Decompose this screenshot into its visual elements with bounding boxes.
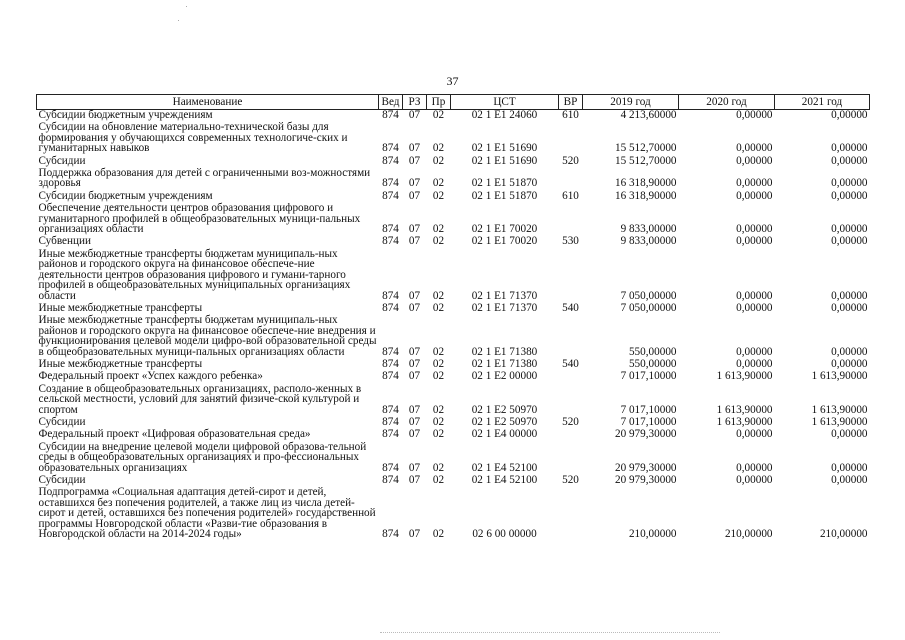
cell-2021: 210,00000 — [819, 528, 868, 541]
cell-ved: 874 — [382, 428, 399, 441]
cell-rz: 07 — [408, 154, 421, 167]
cell-rz: 07 — [408, 403, 421, 416]
cell-2019: 9 833,00000 — [620, 235, 677, 248]
cell-2020: 0,00000 — [736, 109, 773, 121]
table-row — [37, 110, 870, 121]
cell-cst: 02 1 Е1 71370 — [471, 289, 538, 302]
table-row — [37, 427, 870, 439]
cell-pr: 02 — [432, 528, 445, 541]
header-pr: Пр — [427, 95, 451, 110]
cell-pr: 02 — [432, 154, 445, 167]
cell-2021: 1 613,90000 — [811, 403, 868, 416]
cell-2019: 7 017,10000 — [620, 370, 677, 383]
cell-rz: 07 — [408, 528, 421, 541]
table-row — [37, 166, 870, 189]
cell-vr — [559, 440, 583, 473]
cell-vr — [559, 427, 583, 439]
cell-vr — [559, 120, 583, 153]
cell-pr: 02 — [432, 403, 445, 416]
cell-2020: 0,00000 — [736, 189, 773, 202]
cell-rz: 07 — [408, 415, 421, 428]
cell-rz: 07 — [408, 370, 421, 383]
cell-pr: 02 — [432, 370, 445, 383]
table-row — [37, 247, 870, 301]
cell-rz: 07 — [408, 428, 421, 441]
cell-2019: 9 833,00000 — [620, 223, 677, 236]
cell-pr: 02 — [432, 223, 445, 236]
cell-2019: 7 050,00000 — [620, 301, 677, 314]
cell-cst: 02 1 Е1 24060 — [471, 109, 538, 121]
table-header-row — [37, 95, 870, 110]
cell-vr — [559, 201, 583, 234]
cell-ved: 874 — [382, 109, 399, 121]
cell-name: Иные межбюджетные трансферты — [38, 357, 203, 370]
cell-2020: 1 613,90000 — [716, 415, 773, 428]
cell-2020: 0,00000 — [736, 461, 773, 474]
cell-2019: 550,00000 — [628, 357, 677, 370]
cell-ved: 874 — [382, 474, 399, 486]
cell-ved: 874 — [382, 235, 399, 248]
header-2020: 2020 год — [679, 95, 775, 110]
cell-2021: 0,00000 — [831, 189, 868, 202]
cell-vr — [559, 247, 583, 301]
cell-2021: 0,00000 — [831, 177, 868, 190]
cell-ved: 874 — [382, 415, 399, 428]
cell-cst: 02 1 Е1 70020 — [471, 235, 538, 248]
table-row — [37, 234, 870, 246]
cell-2019: 7 050,00000 — [620, 289, 677, 302]
cell-2020: 0,00000 — [736, 223, 773, 236]
cell-2020: 1 613,90000 — [716, 370, 773, 383]
cell-2021: 0,00000 — [831, 428, 868, 441]
cell-cst: 02 1 Е4 52100 — [471, 474, 538, 486]
cell-2021: 1 613,90000 — [811, 415, 868, 428]
cell-ved: 874 — [382, 345, 399, 358]
cell-pr: 02 — [432, 345, 445, 358]
page-number: 37 — [446, 74, 459, 88]
cell-name: Субсидии на обновление материально-технической базы для формирования у обучающихся современных технологиче-ских и гуманитарных навыков — [38, 121, 348, 155]
cell-pr: 02 — [432, 289, 445, 302]
cell-2021: 0,00000 — [831, 223, 868, 236]
cell-ved: 874 — [382, 189, 399, 202]
cell-name: Субсидии на внедрение целевой модели цифровой образова-тельной среды в общеобразовательных организациях и про-фессиональных образовательных организациях — [38, 440, 367, 474]
table-row — [37, 382, 870, 415]
cell-vr: 610 — [562, 189, 579, 202]
cell-vr: 610 — [562, 109, 579, 121]
cell-rz: 07 — [408, 289, 421, 302]
cell-pr: 02 — [432, 142, 445, 155]
cell-cst: 02 1 Е2 00000 — [471, 370, 538, 383]
table-row — [37, 473, 870, 485]
header-name: Наименование — [37, 95, 379, 110]
table-row — [37, 357, 870, 369]
cell-name: Создание в общеобразовательных организациях, располо-женных в сельской местности, условий для занятий физиче-ской культурой и спортом — [38, 382, 362, 416]
cell-rz: 07 — [408, 357, 421, 370]
cell-vr: 540 — [562, 301, 579, 314]
cell-rz: 07 — [408, 177, 421, 190]
cell-cst: 02 1 Е4 00000 — [471, 428, 538, 441]
cell-cst: 02 1 Е1 51870 — [471, 189, 538, 202]
cell-cst: 02 1 Е2 50970 — [471, 415, 538, 428]
budget-table — [36, 94, 870, 539]
cell-rz: 07 — [408, 301, 421, 314]
table-row — [37, 313, 870, 357]
cell-pr: 02 — [432, 235, 445, 248]
cell-2020: 0,00000 — [736, 142, 773, 155]
cell-ved: 874 — [382, 301, 399, 314]
cell-2021: 0,00000 — [831, 154, 868, 167]
cell-cst: 02 1 Е2 50970 — [471, 403, 538, 416]
table-row — [37, 369, 870, 381]
cell-2019: 16 318,90000 — [614, 177, 677, 190]
cell-vr — [559, 485, 583, 539]
cell-rz: 07 — [408, 461, 421, 474]
cell-cst: 02 1 Е1 70020 — [471, 223, 538, 236]
cell-cst: 02 1 Е1 51690 — [471, 142, 538, 155]
cell-2021: 1 613,90000 — [811, 370, 868, 383]
cell-2021: 0,00000 — [831, 357, 868, 370]
cell-ved: 874 — [382, 142, 399, 155]
cell-ved: 874 — [382, 528, 399, 541]
cell-vr — [559, 382, 583, 415]
cell-pr: 02 — [432, 189, 445, 202]
cell-2021: 0,00000 — [831, 461, 868, 474]
cell-vr — [559, 166, 583, 189]
cell-name: Субсидии — [38, 474, 86, 486]
cell-rz: 07 — [408, 235, 421, 248]
table-row — [37, 120, 870, 153]
cell-2020: 0,00000 — [736, 345, 773, 358]
cell-vr: 520 — [562, 154, 579, 167]
cell-2021: 0,00000 — [831, 235, 868, 248]
cell-ved: 874 — [382, 154, 399, 167]
cell-2020: 0,00000 — [736, 428, 773, 441]
cell-2019: 15 512,70000 — [614, 154, 677, 167]
cell-pr: 02 — [432, 301, 445, 314]
cell-name: Иные межбюджетные трансферты бюджетам муниципаль-ных районов и городского округа на финансовое обеспече-ние внедрения и функционирования целевой модели цифро-вой образовательной среды в общеобразовательных муници-пальных организациях области — [38, 314, 377, 358]
cell-2019: 7 017,10000 — [620, 415, 677, 428]
table-row — [37, 301, 870, 313]
cell-2020: 0,00000 — [736, 177, 773, 190]
cell-name: Подпрограмма «Социальная адаптация детей-сирот и детей, оставшихся без попечения родителей, а также лиц из числа детей-сирот и детей, оставшихся без попечения родителей» государственной программы Новгородской области «Разви-тие образования в Новгородской области на 2014-2024 годы» — [38, 486, 376, 541]
table-row — [37, 201, 870, 234]
cell-name: Иные межбюджетные трансферты бюджетам муниципаль-ных районов и городского округа на финансовое обеспече-ние деятельности центров образования цифрового и гумани-тарного профилей в общеобразовательных муниципальных организациях области — [38, 247, 351, 302]
cell-2021: 0,00000 — [831, 301, 868, 314]
table-row — [37, 485, 870, 539]
cell-vr: 540 — [562, 357, 579, 370]
table-row — [37, 415, 870, 427]
cell-name: Субсидии бюджетным учреждениям — [38, 109, 213, 121]
cell-2021: 0,00000 — [831, 289, 868, 302]
cell-2020: 210,00000 — [724, 528, 773, 541]
cell-2019: 210,00000 — [628, 528, 677, 541]
table-row — [37, 440, 870, 473]
cell-2020: 0,00000 — [736, 474, 773, 486]
cell-rz: 07 — [408, 474, 421, 486]
cell-vr: 530 — [562, 235, 579, 248]
header-ved: Вед — [379, 95, 403, 110]
cell-cst: 02 6 00 00000 — [472, 528, 537, 541]
cell-pr: 02 — [432, 109, 445, 121]
cell-pr: 02 — [432, 177, 445, 190]
cell-rz: 07 — [408, 109, 421, 121]
cell-vr: 520 — [562, 415, 579, 428]
cell-2019: 15 512,70000 — [614, 142, 677, 155]
cell-pr: 02 — [432, 428, 445, 441]
cell-2019: 7 017,10000 — [620, 403, 677, 416]
cell-vr — [559, 313, 583, 357]
cell-rz: 07 — [408, 142, 421, 155]
cell-ved: 874 — [382, 357, 399, 370]
cell-name: Обеспечение деятельности центров образования цифрового и гуманитарного профилей в общеобразовательных муници-пальных организациях области — [38, 202, 361, 236]
cell-cst: 02 1 Е1 51870 — [471, 177, 538, 190]
cell-2020: 0,00000 — [736, 289, 773, 302]
table-body — [37, 110, 870, 540]
cell-ved: 874 — [382, 177, 399, 190]
cell-cst: 02 1 Е1 71380 — [471, 345, 538, 358]
table-row — [37, 154, 870, 166]
cell-2020: 1 613,90000 — [716, 403, 773, 416]
cell-2019: 550,00000 — [628, 345, 677, 358]
cell-2021: 0,00000 — [831, 345, 868, 358]
cell-2021: 0,00000 — [831, 142, 868, 155]
cell-name: Субсидии — [38, 154, 86, 167]
cell-pr: 02 — [432, 415, 445, 428]
cell-vr: 520 — [562, 474, 579, 486]
cell-name: Федеральный проект «Успех каждого ребенка» — [38, 370, 263, 383]
cell-cst: 02 1 Е4 52100 — [471, 461, 538, 474]
cell-2021: 0,00000 — [831, 109, 868, 121]
cell-name: Субвенции — [38, 235, 91, 248]
cell-rz: 07 — [408, 345, 421, 358]
cell-name: Субсидии бюджетным учреждениям — [38, 189, 213, 202]
cell-name: Федеральный проект «Цифровая образовательная среда» — [38, 428, 311, 441]
scan-dot — [178, 20, 179, 21]
cell-ved: 874 — [382, 223, 399, 236]
cell-name: Субсидии — [38, 415, 86, 428]
cell-ved: 874 — [382, 370, 399, 383]
cell-cst: 02 1 Е1 71370 — [471, 301, 538, 314]
cell-rz: 07 — [408, 189, 421, 202]
cell-2021: 0,00000 — [831, 474, 868, 486]
header-cst: ЦСТ — [451, 95, 559, 110]
cell-ved: 874 — [382, 461, 399, 474]
cell-2020: 0,00000 — [736, 154, 773, 167]
cell-2019: 20 979,30000 — [614, 474, 677, 486]
header-rz: РЗ — [403, 95, 427, 110]
cell-2019: 16 318,90000 — [614, 189, 677, 202]
cell-rz: 07 — [408, 223, 421, 236]
header-2021: 2021 год — [775, 95, 870, 110]
cell-name: Иные межбюджетные трансферты — [38, 301, 203, 314]
cell-vr — [559, 369, 583, 381]
table-row — [37, 189, 870, 201]
cell-ved: 874 — [382, 403, 399, 416]
cell-2019: 4 213,60000 — [620, 109, 677, 121]
scan-artifact — [380, 632, 720, 633]
cell-2020: 0,00000 — [736, 301, 773, 314]
cell-pr: 02 — [432, 474, 445, 486]
cell-cst: 02 1 Е1 71380 — [471, 357, 538, 370]
cell-cst: 02 1 Е1 51690 — [471, 154, 538, 167]
header-2019: 2019 год — [583, 95, 679, 110]
cell-name: Поддержка образования для детей с ограниченными воз-можностями здоровья — [38, 167, 371, 190]
cell-2020: 0,00000 — [736, 235, 773, 248]
cell-pr: 02 — [432, 357, 445, 370]
cell-ved: 874 — [382, 289, 399, 302]
header-vr: ВР — [559, 95, 583, 110]
scan-dot — [186, 6, 187, 7]
cell-pr: 02 — [432, 461, 445, 474]
cell-2020: 0,00000 — [736, 357, 773, 370]
cell-2019: 20 979,30000 — [614, 461, 677, 474]
cell-2019: 20 979,30000 — [614, 428, 677, 441]
